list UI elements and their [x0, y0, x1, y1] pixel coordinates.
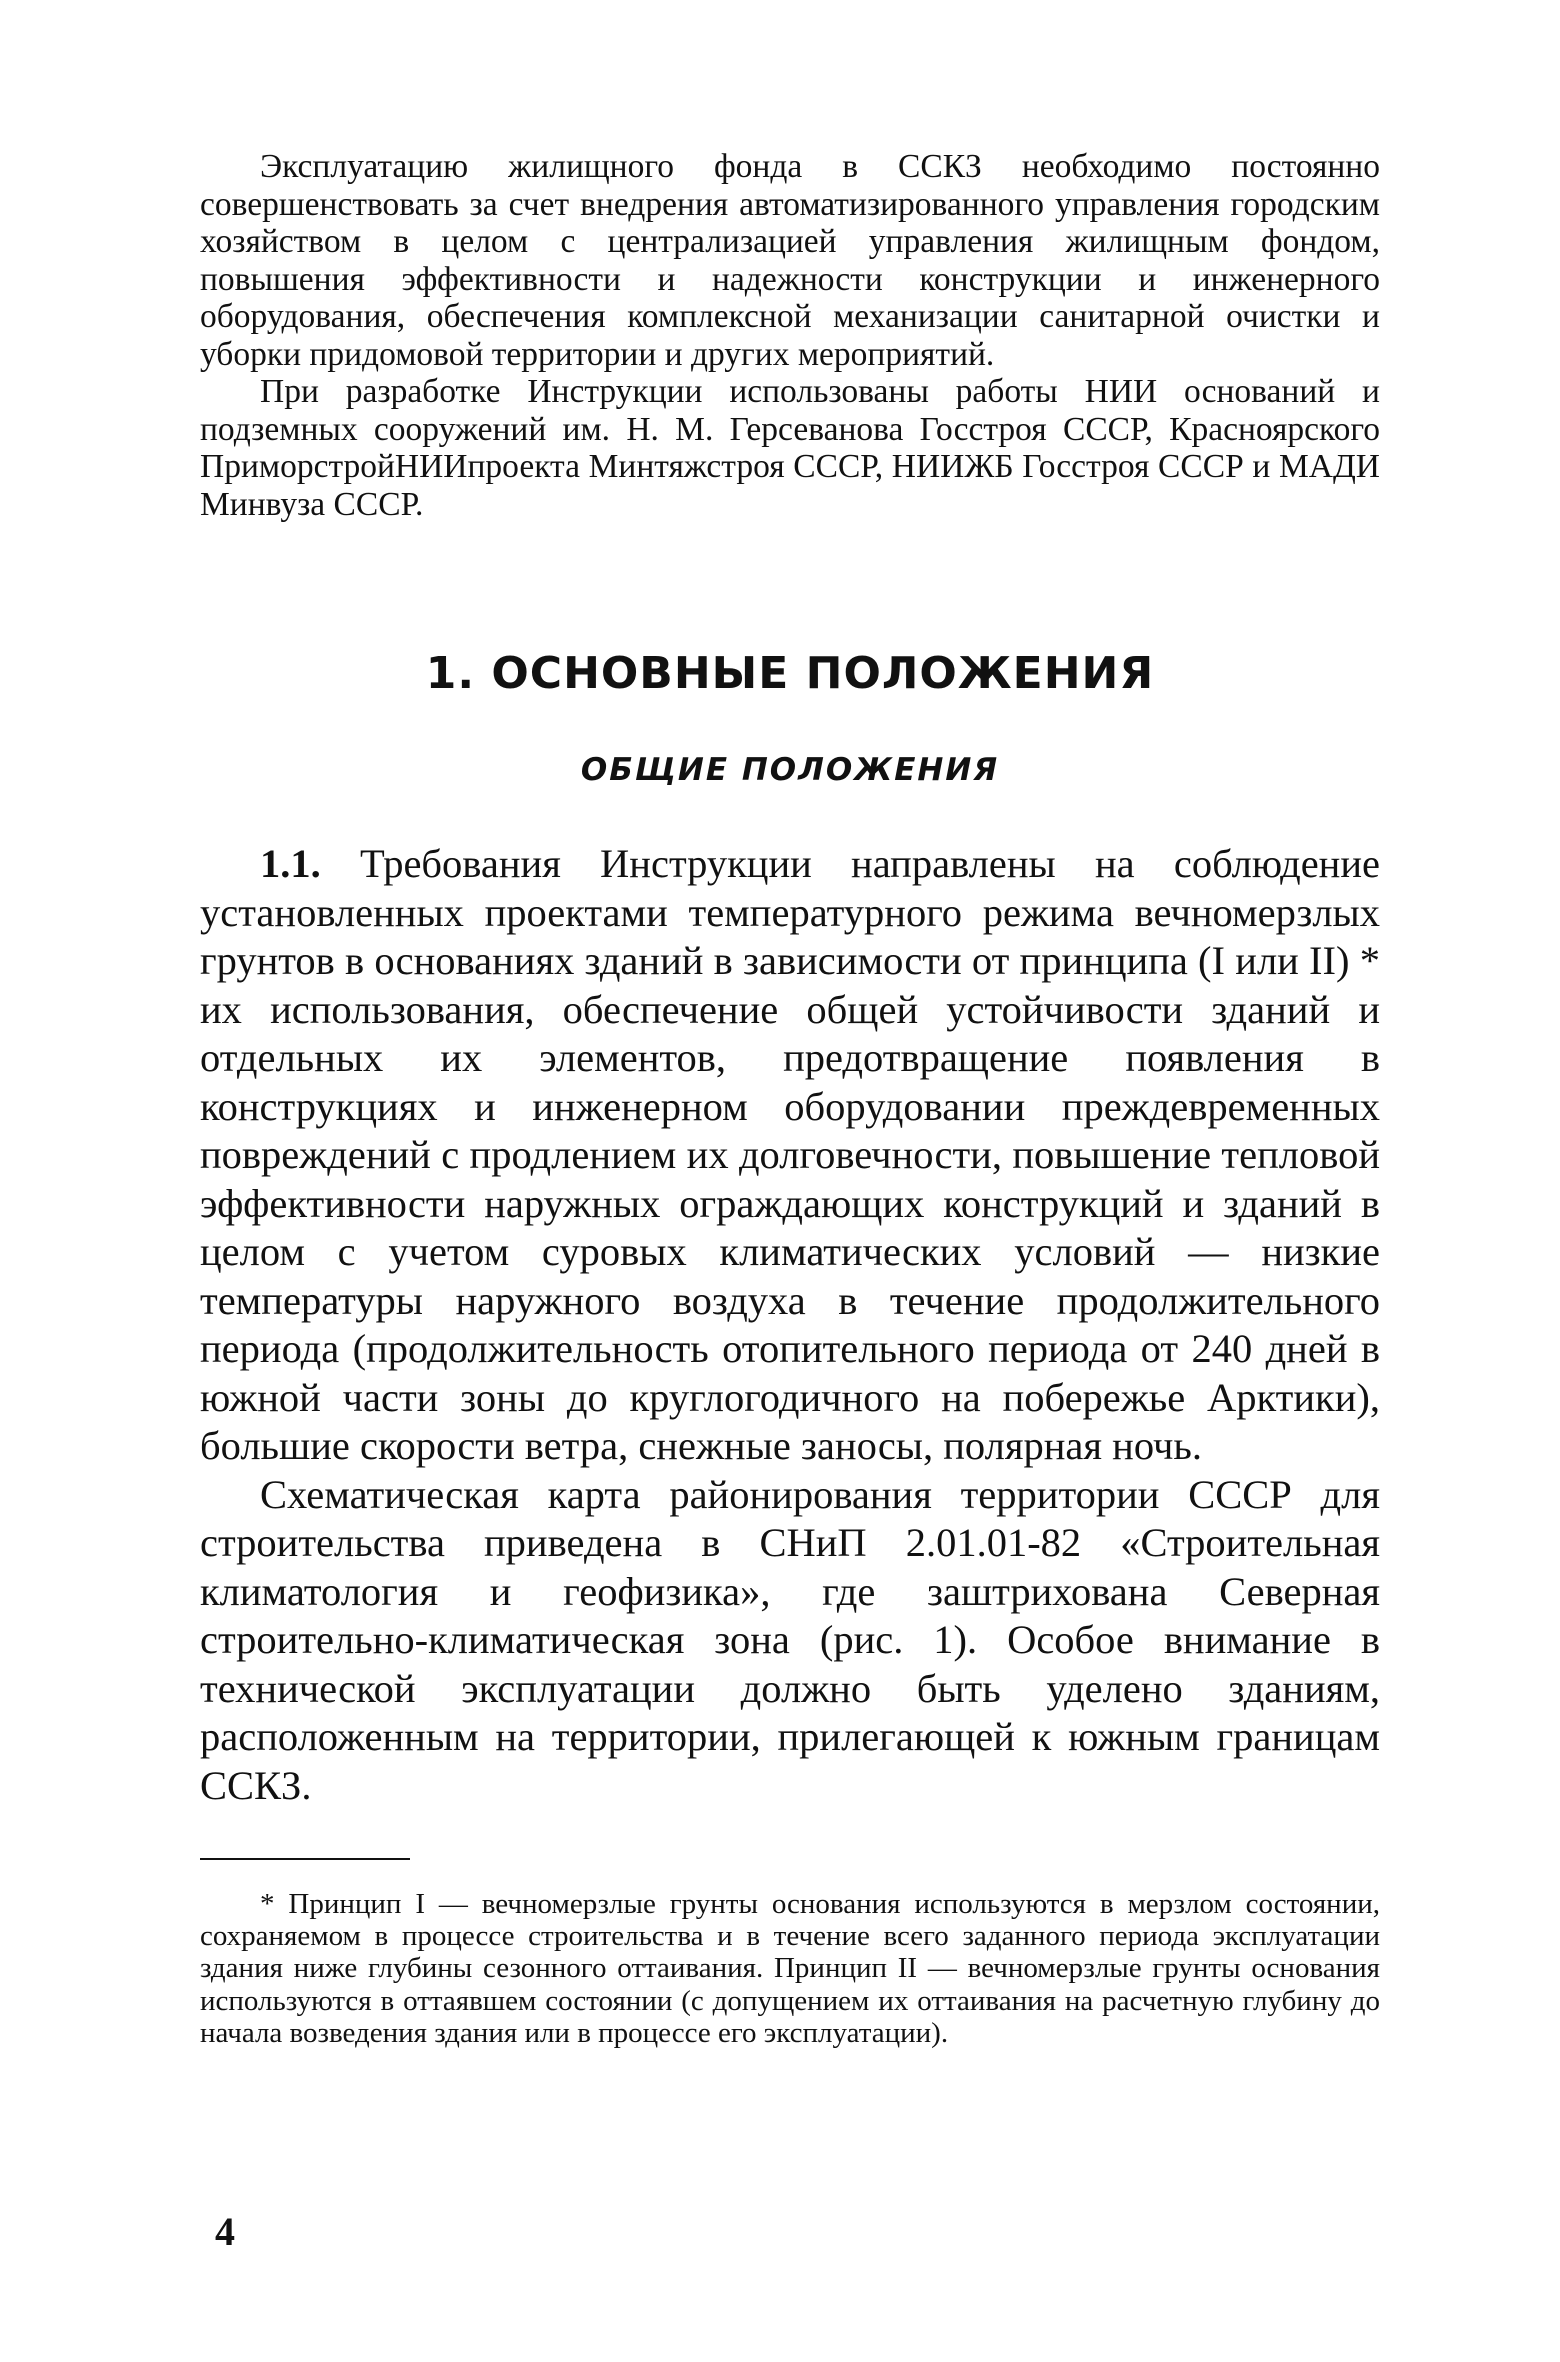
clause-text: Требования Инструкции направлены на соблюдение установленных проектами температурного режима вечномерзлых грунтов в основаниях зданий в зависимости от принципа (I или II) * их использования, обеспечение общей устойчивости зданий и отдельных их элементов, предотвращение появления в конструкциях и инженерном оборудовании преждевременных повреждений с продлением их долговечности, повышение тепловой эффективности наружных ограждающих конструкций и зданий в целом с учетом суровых климатических условий — низкие температуры наружного воздуха в течение продолжительного периода (продолжительность отопительного периода от 240 дней в южной части зоны до круглогодичного на побережье Арктики), большие скорости ветра, снежные заносы, полярная ночь.	[200, 841, 1381, 1468]
clause-section	[200, 840, 1380, 1810]
footnote-divider	[200, 1858, 410, 1860]
clause-number: 1.1.	[260, 841, 321, 886]
section-title: 1. ОСНОВНЫЕ ПОЛОЖЕНИЯ	[425, 648, 1155, 699]
intro-paragraph-1: Эксплуатацию жилищного фонда в ССКЗ необходимо постоянно совершенствовать за счет внедрения автоматизированного управления городским хозяйством в целом с централизацией управления жилищным фондом, повышения эффективности и надежности конструкции и инженерного оборудования, обеспечения комплексной механизации санитарной очистки и уборки придомовой территории и других мероприятий.	[200, 148, 1380, 373]
clause-paragraph-1	[200, 840, 1380, 1471]
footnote-text: * Принцип I — вечномерзлые грунты основания используются в мерзлом состоянии, сохраняемом в процессе строительства и в течение всего заданного периода эксплуатации здания ниже глубины сезонного оттаивания. Принцип II — вечномерзлые грунты основания используются в оттаявшем состоянии (с допущением их оттаивания на расчетную глубину до начала возведения здания или в процессе его эксплуатации).	[200, 1888, 1380, 2049]
intro-section	[200, 148, 1380, 523]
intro-paragraph-2: При разработке Инструкции использованы работы НИИ оснований и подземных сооружений им. Н. М. Герсеванова Госстроя СССР, Красноярского ПриморстройНИИпроекта Минтяжстроя СССР, НИИЖБ Госстроя СССР и МАДИ Минвуза СССР.	[200, 373, 1380, 523]
section-subtitle: ОБЩИЕ ПОЛОЖЕНИЯ	[580, 752, 1000, 788]
page-number: 4	[215, 2209, 235, 2254]
clause-paragraph-2: Схематическая карта районирования территории СССР для строительства приведена в СНиП 2.01.01-82 «Строительная климатология и геофизика», где заштрихована Северная строительно-климатическая зона (рис. 1). Особое внимание в технической эксплуатации должно быть уделено зданиям, расположенным на территории, прилегающей к южным границам ССКЗ.	[200, 1471, 1380, 1808]
footnote-section	[200, 1888, 1380, 2049]
